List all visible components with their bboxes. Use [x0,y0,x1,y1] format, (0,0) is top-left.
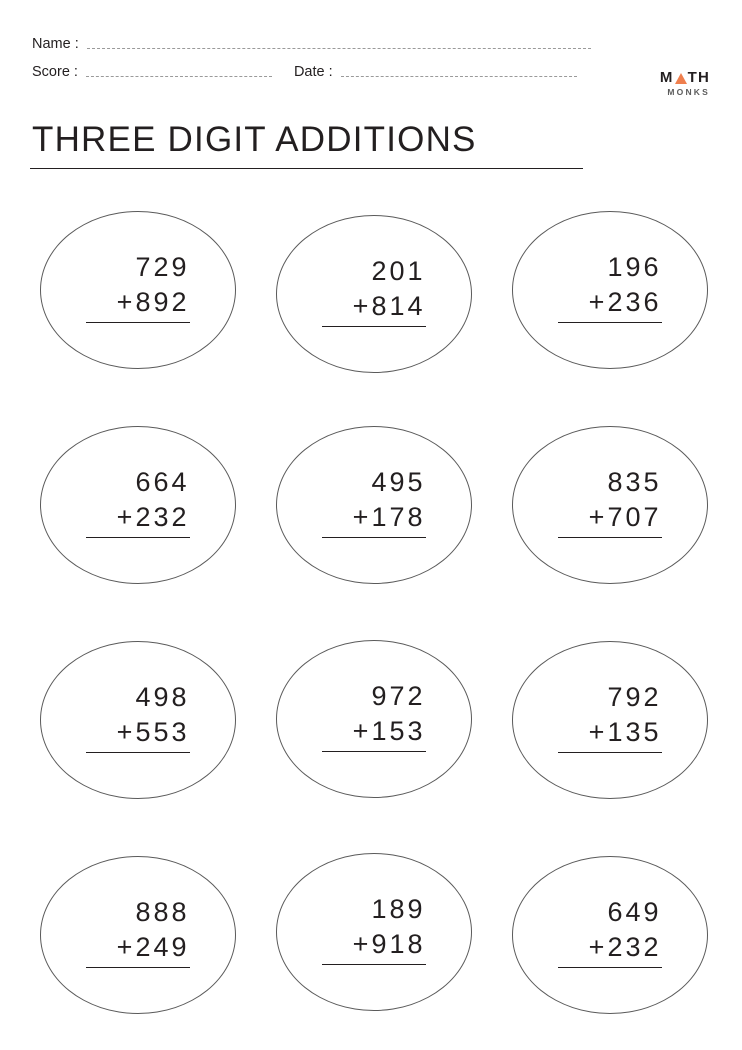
score-input-line[interactable] [86,75,272,77]
addend-bottom: +232 [116,501,190,532]
addition-problem [558,680,662,759]
addition-problem [558,895,662,974]
addition-problem [322,254,426,333]
problem-ellipse [512,211,708,369]
addition-problem [322,679,426,758]
sum-rule [558,752,662,753]
addend-top: 201 [371,255,426,286]
addition-problem [558,465,662,544]
sum-rule [322,537,426,538]
sum-rule [322,326,426,327]
problem-ellipse [512,856,708,1014]
sum-rule [558,967,662,968]
addend-bottom: +918 [352,928,426,959]
addition-problem [558,250,662,329]
addend-top: 729 [135,251,190,282]
problem-ellipse [276,215,472,373]
page-title: THREE DIGIT ADDITIONS [32,120,477,159]
problem-cell [257,182,490,397]
problem-cell [257,827,490,1042]
problem-ellipse [276,853,472,1011]
addend-bottom: +249 [116,931,190,962]
addend-bottom: +135 [588,716,662,747]
title-block [30,120,590,169]
addition-problem [322,892,426,971]
problem-ellipse [40,856,236,1014]
score-date-field-row [32,54,710,82]
problem-ellipse [40,641,236,799]
addend-top: 835 [607,466,662,497]
addend-bottom: +707 [588,501,662,532]
sum-rule [558,537,662,538]
addition-problem [86,895,190,974]
sum-rule [86,967,190,968]
addend-bottom: +892 [116,286,190,317]
sum-rule [322,751,426,752]
addend-top: 972 [371,680,426,711]
sum-rule [86,322,190,323]
score-label: Score : [32,64,78,80]
addend-bottom: +814 [352,290,426,321]
sum-rule [558,322,662,323]
addition-problem [86,465,190,544]
triangle-icon [675,73,687,84]
addend-top: 189 [371,893,426,924]
addend-bottom: +232 [588,931,662,962]
sum-rule [86,752,190,753]
logo-wordmark [660,70,710,85]
addend-top: 792 [607,681,662,712]
title-divider [30,168,583,169]
logo-text-left: M [659,69,674,86]
addend-top: 664 [135,466,190,497]
worksheet-header [32,26,710,100]
problem-cell [490,612,723,827]
problem-cell [24,612,257,827]
logo-subtext: MONKS [667,87,710,97]
problem-ellipse [40,426,236,584]
sum-rule [322,964,426,965]
addend-bottom: +236 [588,286,662,317]
addend-top: 649 [607,896,662,927]
problem-ellipse [512,641,708,799]
problem-ellipse [276,426,472,584]
addend-top: 888 [135,896,190,927]
addend-bottom: +553 [116,716,190,747]
problem-cell [257,397,490,612]
addend-top: 495 [371,466,426,497]
date-input-line[interactable] [341,75,577,77]
problem-cell [490,182,723,397]
addend-top: 196 [607,251,662,282]
problem-cell [24,397,257,612]
addend-bottom: +178 [352,501,426,532]
problems-grid [24,182,724,1042]
problem-ellipse [40,211,236,369]
problem-ellipse [512,426,708,584]
addition-problem [86,250,190,329]
logo-text-right: TH [687,69,710,86]
date-label: Date : [293,64,333,80]
problem-cell [257,612,490,827]
problem-ellipse [276,640,472,798]
addition-problem [86,680,190,759]
problem-cell [490,827,723,1042]
sum-rule [86,537,190,538]
name-field-row [32,26,710,54]
problem-cell [490,397,723,612]
addition-problem [322,465,426,544]
problem-cell [24,182,257,397]
problem-cell [24,827,257,1042]
addend-bottom: +153 [352,715,426,746]
mathmonks-logo [660,70,710,97]
name-input-line[interactable] [87,47,591,49]
name-label: Name : [32,36,79,52]
addend-top: 498 [135,681,190,712]
